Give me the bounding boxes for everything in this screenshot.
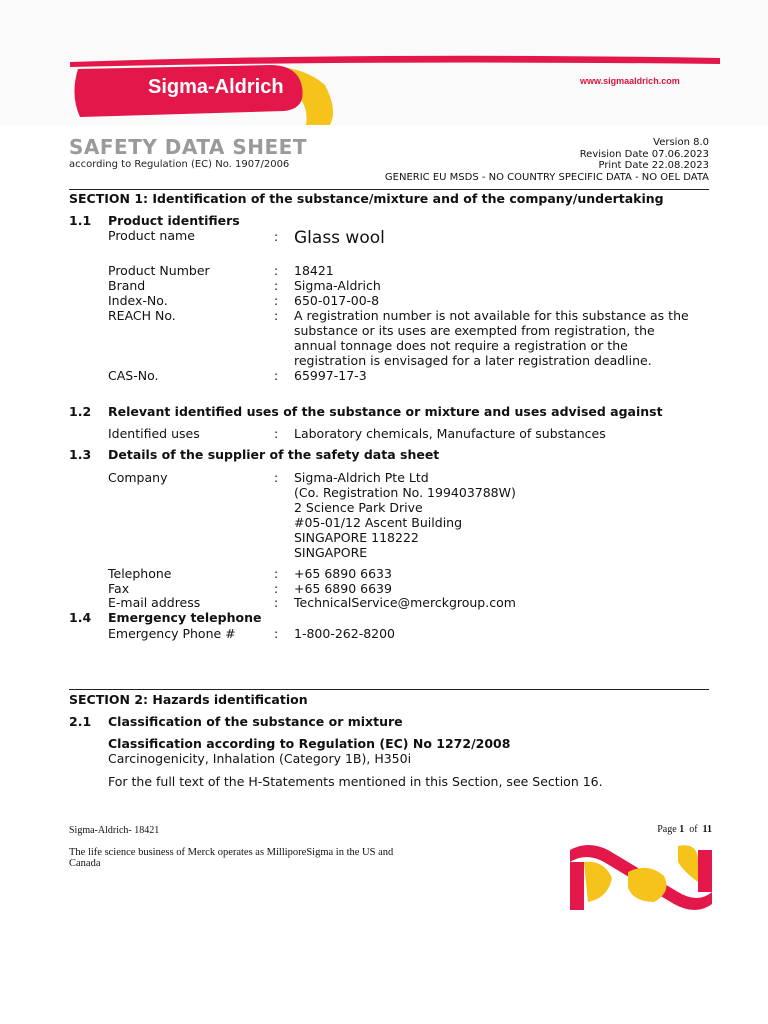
email-label: E-mail address [108,595,201,610]
email-link[interactable]: TechnicalService@merckgroup.com [294,595,516,610]
reach-no-line: registration is envisaged for a later registration deadline. [294,353,652,368]
identified-uses-label: Identified uses [108,426,200,441]
address-line: 2 Science Park Drive [294,500,423,515]
page-label: Page [657,824,677,835]
address-line: #05-01/12 Ascent Building [294,515,463,530]
emergency-phone-value[interactable]: 1-800-262-8200 [294,626,396,641]
reach-no-line: annual tonnage does not require a registration or the [294,338,628,353]
reach-no-value [294,308,714,368]
subsection-number: 1.4 [69,610,92,625]
address-line: SINGAPORE [294,545,368,560]
emergency-phone-label: Emergency Phone # [108,626,236,641]
merck-notice-line: Canada [69,858,101,869]
section1-heading: SECTION 1: Identification of the substance/mixture and of the company/undertaking [69,191,664,206]
colon: : [274,626,279,641]
subsection-number: 1.1 [69,213,92,228]
company-label: Company [108,470,168,485]
subsection-title: Emergency telephone [108,610,262,625]
generic-notice: GENERIC EU MSDS - NO COUNTRY SPECIFIC DATA - NO OEL DATA [384,172,709,183]
product-name-label: Product name [108,228,195,243]
reach-no-line: substance or its uses are exempted from registration, the [294,323,655,338]
merck-notice-line: The life science business of Merck operates as MilliporeSigma in the US and [69,847,394,858]
subsection-number: 1.3 [69,447,92,462]
telephone-value[interactable]: +65 6890 6633 [294,566,392,581]
telephone-label: Telephone [108,566,172,581]
colon: : [274,368,279,383]
classification-value: Carcinogenicity, Inhalation (Category 1B), H350i [108,751,412,766]
subsection-number: 2.1 [69,714,92,729]
colon: : [274,263,279,278]
page-indicator [657,824,712,835]
colon: : [274,229,279,244]
revision-date: Revision Date 07.06.2023 [579,149,709,160]
colon: : [274,470,279,485]
product-number-label: Product Number [108,263,210,278]
address-line: SINGAPORE 118222 [294,530,419,545]
brand-value: Sigma-Aldrich [294,278,381,293]
colon: : [274,278,279,293]
footer-product-ref: Sigma-Aldrich- 18421 [69,825,160,836]
document-title: SAFETY DATA SHEET [69,135,307,159]
brand-logo-text: Sigma-Aldrich [148,76,284,98]
cas-no-value: 65997-17-3 [294,368,367,383]
subsection-title: Relevant identified uses of the substance or mixture and uses advised against [108,404,663,419]
divider [69,189,709,190]
version: Version 8.0 [653,137,709,148]
index-no-value: 650-017-00-8 [294,293,380,308]
product-name-value: Glass wool [294,228,385,248]
product-number-value: 18421 [294,263,334,278]
divider [69,689,709,690]
regulation-subtitle: according to Regulation (EC) No. 1907/2006 [69,159,290,170]
brand-label: Brand [108,278,146,293]
identified-uses-value: Laboratory chemicals, Manufacture of substances [294,426,606,441]
page-total: 11 [702,824,712,835]
subsection-number: 1.2 [69,404,92,419]
cas-no-label: CAS-No. [108,368,159,383]
address-line: (Co. Registration No. 199403788W) [294,485,516,500]
address-line: Sigma-Aldrich Pte Ltd [294,470,429,485]
company-address [294,470,714,560]
reach-no-line: A registration number is not available for this substance as the [294,308,689,323]
print-date: Print Date 22.08.2023 [598,160,709,171]
merck-notice [69,847,449,869]
subsection-title: Product identifiers [108,213,240,228]
colon: : [274,308,279,323]
merck-logo [568,842,714,912]
subsection-title: Details of the supplier of the safety data sheet [108,447,440,462]
colon: : [274,595,279,610]
fax-label: Fax [108,581,130,596]
section2-heading: SECTION 2: Hazards identification [69,692,308,707]
colon: : [274,426,279,441]
fax-value: +65 6890 6639 [294,581,392,596]
colon: : [274,581,279,596]
site-url[interactable]: www.sigmaaldrich.com [580,76,680,86]
classification-heading: Classification according to Regulation (EC) No 1272/2008 [108,736,511,751]
index-no-label: Index-No. [108,293,168,308]
colon: : [274,566,279,581]
sigma-aldrich-logo [70,55,720,125]
h-statements-note: For the full text of the H-Statements mentioned in this Section, see Section 16. [108,774,603,789]
page-current: 1 [679,824,685,835]
colon: : [274,293,279,308]
reach-no-label: REACH No. [108,308,176,323]
of-label: of [689,824,698,835]
subsection-title: Classification of the substance or mixture [108,714,403,729]
